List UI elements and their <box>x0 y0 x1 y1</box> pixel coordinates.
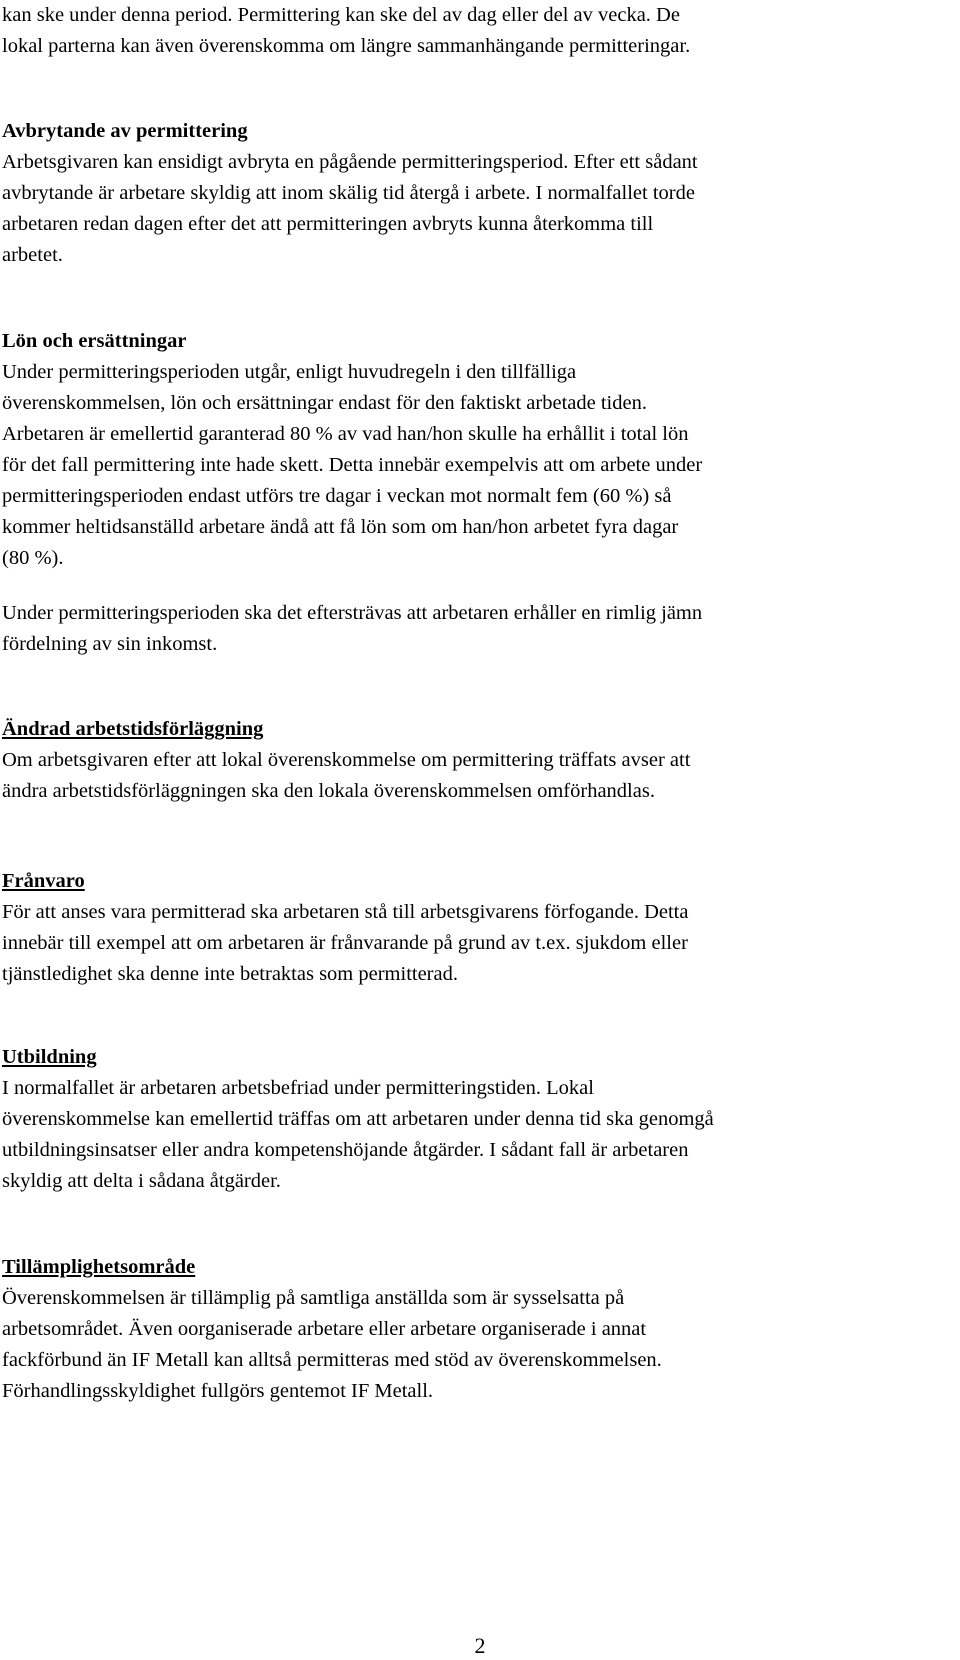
section-heading: Frånvaro <box>2 870 85 892</box>
text-line: utbildningsinsatser eller andra kompetenshöjande åtgärder. I sådant fall är arbetaren <box>2 1139 689 1161</box>
text-line: för det fall permittering inte hade skett. Detta innebär exempelvis att om arbete under <box>2 454 703 476</box>
section-franvaro <box>2 866 958 990</box>
text-line: arbetaren redan dagen efter det att permitteringen avbryts kunna återkomma till <box>2 213 654 235</box>
section-heading: Lön och ersättningar <box>2 330 187 352</box>
text-line: kan ske under denna period. Permittering kan ske del av dag eller del av vecka. De <box>2 4 680 26</box>
text-line: överenskommelse kan emellertid träffas om att arbetaren under denna tid ska genomgå <box>2 1108 714 1130</box>
section-lon <box>2 326 958 574</box>
text-line: tjänstledighet ska denne inte betraktas som permitterad. <box>2 963 458 985</box>
text-line: Om arbetsgivaren efter att lokal överenskommelse om permittering träffats avser att <box>2 749 691 771</box>
text-line: I normalfallet är arbetaren arbetsbefriad under permitteringstiden. Lokal <box>2 1077 594 1099</box>
section-utbildning <box>2 1042 958 1197</box>
page-number: 2 <box>474 1633 486 1658</box>
text-line: kommer heltidsanställd arbetare ändå att få lön som om han/hon arbetet fyra dagar <box>2 516 679 538</box>
text-line: skyldig att delta i sådana åtgärder. <box>2 1170 281 1192</box>
text-line: Arbetaren är emellertid garanterad 80 % av vad han/hon skulle ha erhållit i total lön <box>2 423 689 445</box>
text-line: Förhandlingsskyldighet fullgörs gentemot IF Metall. <box>2 1380 434 1402</box>
text-line: (80 %). <box>2 547 64 569</box>
section-heading: Tillämplighetsområde <box>2 1256 196 1278</box>
section-heading: Ändrad arbetstidsförläggning <box>2 718 264 740</box>
text-line: överenskommelsen, lön och ersättningar endast för den faktiskt arbetade tiden. <box>2 392 647 414</box>
text-line: Arbetsgivaren kan ensidigt avbryta en pågående permitteringsperiod. Efter ett sådant <box>2 151 698 173</box>
section-andrad <box>2 714 958 807</box>
section-heading: Avbrytande av permittering <box>2 120 248 142</box>
section-heading: Utbildning <box>2 1046 97 1068</box>
text-line: fördelning av sin inkomst. <box>2 633 218 655</box>
text-line: innebär till exempel att om arbetaren är frånvarande på grund av t.ex. sjukdom eller <box>2 932 688 954</box>
text-line: Under permitteringsperioden ska det eftersträvas att arbetaren erhåller en rimlig jämn <box>2 602 703 624</box>
text-line: För att anses vara permitterad ska arbetaren stå till arbetsgivarens förfogande. Detta <box>2 901 689 923</box>
text-line: arbetet. <box>2 244 63 266</box>
section-avbrytande <box>2 116 958 271</box>
text-line: ändra arbetstidsförläggningen ska den lokala överenskommelsen omförhandlas. <box>2 780 655 802</box>
text-line: permitteringsperioden endast utförs tre dagar i veckan mot normalt fem (60 %) så <box>2 485 672 507</box>
text-line: Under permitteringsperioden utgår, enligt huvudregeln i den tillfälliga <box>2 361 577 383</box>
text-line: Överenskommelsen är tillämplig på samtliga anställda som är sysselsatta på <box>2 1287 625 1309</box>
section-lon-continued <box>2 598 958 660</box>
intro-paragraph <box>2 0 958 62</box>
text-line: fackförbund än IF Metall kan alltså permitteras med stöd av överenskommelsen. <box>2 1349 662 1371</box>
text-line: avbrytande är arbetare skyldig att inom skälig tid återgå i arbete. I normalfallet torde <box>2 182 695 204</box>
text-line: arbetsområdet. Även oorganiserade arbetare eller arbetare organiserade i annat <box>2 1318 647 1340</box>
text-line: lokal parterna kan även överenskomma om längre sammanhängande permitteringar. <box>2 35 691 57</box>
section-tillamplighetsomrade <box>2 1252 958 1407</box>
